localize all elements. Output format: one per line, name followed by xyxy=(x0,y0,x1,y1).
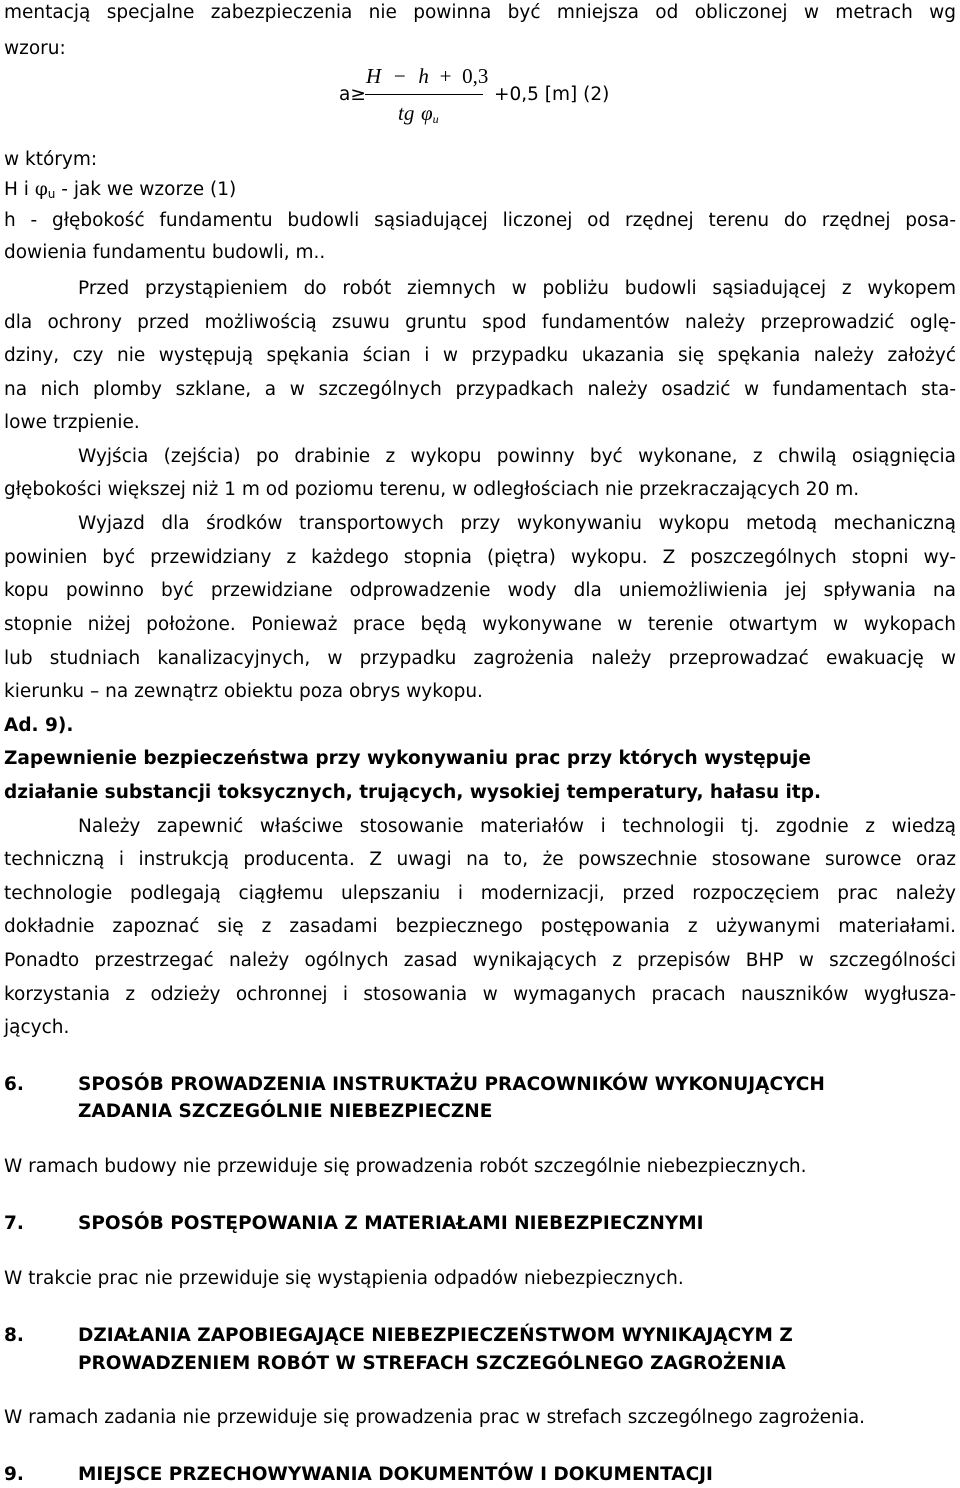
para3-line: stopnie niżej położone. Ponieważ prace będą wykonywane w terenie otwartym w wykopach xyxy=(4,614,956,635)
ad9-label: Ad. 9). xyxy=(4,715,74,736)
para4-line: technologie podlegają ciągłemu ulepszaniu i modernizacji, przed rozpoczęciem prac należy xyxy=(4,883,956,904)
para3-line: kopu powinno być przewidziane odprowadzenie wody dla uniemożliwienia jej spływania na xyxy=(4,580,956,601)
section-8-title-line-1: DZIAŁANIA ZAPOBIEGAJĄCE NIEBEZPIECZEŃSTWOM WYNIKAJĄCYM Z xyxy=(78,1325,793,1346)
formula-plus: + xyxy=(439,64,452,88)
para3-line: Wyjazd dla środków transportowych przy wykonywaniu wykopu metodą mechaniczną xyxy=(78,513,956,534)
intro-line-2: wzoru: xyxy=(4,38,66,59)
formula-rest: +0,5 [m] (2) xyxy=(494,84,610,105)
section-7-number: 7. xyxy=(4,1213,24,1234)
formula-h: h xyxy=(418,64,429,88)
section-6-title-line-2: ZADANIA SZCZEGÓLNIE NIEBEZPIECZNE xyxy=(78,1101,493,1122)
para1-line: lowe trzpienie. xyxy=(4,412,140,433)
para3-line: kierunku – na zewnątrz obiektu poza obrys wykopu. xyxy=(4,681,483,702)
para4-line: techniczną i instrukcją producenta. Z uwagi na to, że powszechnie stosowane surowce oraz xyxy=(4,849,956,870)
defs-h-phi xyxy=(4,177,236,203)
formula xyxy=(0,62,960,142)
formula-minus: − xyxy=(393,64,406,88)
formula-phi: φ xyxy=(421,101,433,125)
para4-line: dokładnie zapoznać się z zasadami bezpiecznego postępowania z używanymi materiałami. xyxy=(4,916,956,937)
para2-line: głębokości większej niż 1 m od poziomu terenu, w odległościach nie przekraczających 20 m. xyxy=(4,479,860,500)
section-6-text: W ramach budowy nie przewiduje się prowadzenia robót szczególnie niebezpiecznych. xyxy=(4,1156,807,1177)
para3-line: lub studniach kanalizacyjnych, w przypadku zagrożenia należy przeprowadzać ewakuację w xyxy=(4,648,956,669)
para2-line: Wyjścia (zejścia) po drabinie z wykopu powinny być wykonane, z chwilą osiągnięcia xyxy=(78,446,956,467)
defs-h-line-1: h - głębokość fundamentu budowli sąsiadującej liczonej od rzędnej terenu do rzędnej posa- xyxy=(4,210,956,231)
formula-denominator xyxy=(398,100,439,132)
para3-line: powinien być przewidziany z każdego stopnia (piętra) wykopu. Z poszczególnych stopni wy- xyxy=(4,547,956,568)
formula-H: H xyxy=(366,64,382,88)
para4-line: korzystania z odzieży ochronnej i stosowania w wymaganych pracach nauszników wygłusza- xyxy=(4,984,956,1005)
defs-phi-sub: u xyxy=(47,187,56,201)
formula-numerator xyxy=(366,64,488,88)
defs-w-ktorym: w którym: xyxy=(4,149,98,170)
section-7-text: W trakcie prac nie przewiduje się wystąpienia odpadów niebezpiecznych. xyxy=(4,1268,684,1289)
intro-line-1: mentacją specjalne zabezpieczenia nie powinna być mniejsza od obliczonej w metrach wg xyxy=(4,2,956,23)
bold-heading-line-2: działanie substancji toksycznych, trujących, wysokiej temperatury, hałasu itp. xyxy=(4,782,822,803)
defs-h-phi-post: - jak we wzorze (1) xyxy=(55,179,237,200)
para4-line: Należy zapewnić właściwe stosowanie materiałów i technologii tj. zgodnie z wiedzą xyxy=(78,816,956,837)
para1-line: Przed przystąpieniem do robót ziemnych w pobliżu budowli sąsiadującej z wykopem xyxy=(78,278,956,299)
para1-line: na nich plomby szklane, a w szczególnych przypadkach należy osadzić w fundamentach sta- xyxy=(4,379,956,400)
fraction-bar xyxy=(365,94,483,95)
section-8-title-line-2: PROWADZENIEM ROBÓT W STREFACH SZCZEGÓLNEGO ZAGROŻENIA xyxy=(78,1353,786,1374)
section-8-text: W ramach zadania nie przewiduje się prowadzenia prac w strefach szczególnego zagrożenia. xyxy=(4,1407,866,1428)
formula-tg: tg xyxy=(398,101,415,125)
section-8-number: 8. xyxy=(4,1325,24,1346)
section-9-number: 9. xyxy=(4,1464,24,1485)
defs-h-phi-pre: H i xyxy=(4,179,35,200)
section-9-title: MIEJSCE PRZECHOWYWANIA DOKUMENTÓW I DOKUMENTACJI xyxy=(78,1464,713,1485)
para4-line: jących. xyxy=(4,1017,70,1038)
formula-a-geq: a≥ xyxy=(339,84,366,105)
formula-phi-sub: u xyxy=(432,112,439,126)
formula-const: 0,3 xyxy=(462,64,489,88)
section-6-number: 6. xyxy=(4,1074,24,1095)
section-6-title-line-1: SPOSÓB PROWADZENIA INSTRUKTAŻU PRACOWNIKÓW WYKONUJĄCYCH xyxy=(78,1074,825,1095)
section-7-title: SPOSÓB POSTĘPOWANIA Z MATERIAŁAMI NIEBEZPIECZNYMI xyxy=(78,1213,704,1234)
defs-phi: φ xyxy=(34,179,48,200)
para1-line: dziny, czy nie występują spękania ścian i w przypadku ukazania się spękania należy założyć xyxy=(4,345,956,366)
para1-line: dla ochrony przed możliwością zsuwu gruntu spod fundamentów należy przeprowadzić oglę- xyxy=(4,312,956,333)
defs-h-line-2: dowienia fundamentu budowli, m.. xyxy=(4,242,326,263)
para4-line: Ponadto przestrzegać należy ogólnych zasad wynikających z przepisów BHP w szczególności xyxy=(4,950,956,971)
bold-heading-line-1: Zapewnienie bezpieczeństwa przy wykonywaniu prac przy których występuje xyxy=(4,748,811,769)
